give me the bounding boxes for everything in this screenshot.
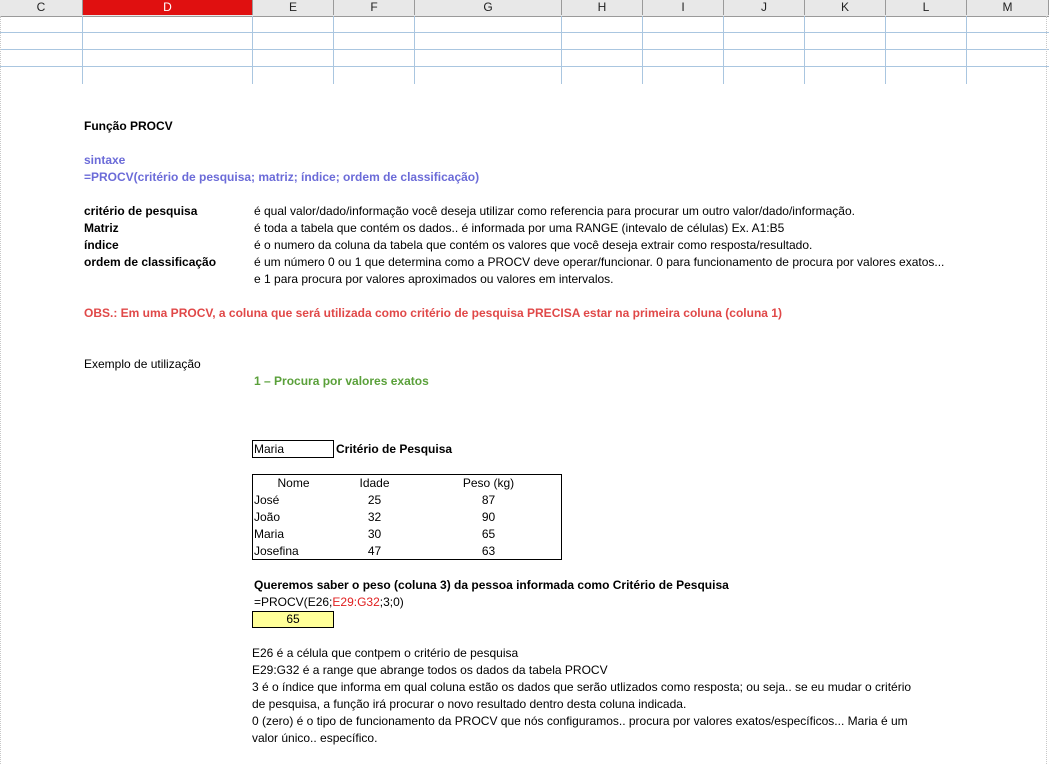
table-cell-age[interactable]: 47	[367, 544, 382, 558]
definition-desc-continued: e 1 para procura por valores aproximados ou valores em intervalos.	[254, 272, 614, 286]
definition-term: ordem de classificação	[84, 255, 217, 269]
column-header-l[interactable]: L	[886, 0, 967, 15]
table-cell-name[interactable]: Josefina	[254, 544, 299, 558]
formula-suffix: ;3;0)	[379, 595, 404, 609]
explanation-line: de pesquisa, a função irá procurar o novo resultado dentro desta coluna indicada.	[252, 697, 687, 711]
column-header-i[interactable]: I	[643, 0, 724, 15]
table-header: Idade	[359, 476, 390, 490]
example-heading: 1 – Procura por valores exatos	[254, 374, 429, 388]
example-label: Exemplo de utilização	[84, 357, 201, 371]
column-header-e[interactable]: E	[253, 0, 334, 15]
criteria-value: Maria	[254, 442, 285, 456]
formula-ref-range: E29:G32	[332, 595, 380, 609]
table-cell-name[interactable]: João	[254, 510, 281, 524]
explanation-line: E26 é a célula que contpem o critério de pesquisa	[252, 646, 519, 660]
column-header-bar	[0, 0, 1049, 17]
column-header-c[interactable]: C	[0, 0, 83, 15]
column-header-h[interactable]: H	[562, 0, 643, 15]
syntax-formula: =PROCV(critério de pesquisa; matriz; índice; ordem de classificação)	[84, 170, 480, 184]
column-header-k[interactable]: K	[805, 0, 886, 15]
table-cell-weight[interactable]: 65	[481, 527, 496, 541]
table-cell-age[interactable]: 25	[367, 493, 382, 507]
column-header-d[interactable]: D	[83, 0, 253, 15]
table-cell-weight[interactable]: 90	[481, 510, 496, 524]
table-cell-name[interactable]: José	[254, 493, 280, 507]
table-cell-name[interactable]: Maria	[254, 527, 285, 541]
definition-desc: é um número 0 ou 1 que determina como a PROCV deve operar/funcionar. 0 para funcionamento de procura por valores exatos...	[254, 255, 945, 269]
definition-desc: é o numero da coluna da tabela que contém os valores que você deseja extrair como resposta/resultado.	[254, 238, 813, 252]
definition-desc: é toda a tabela que contém os dados.. é informada por uma RANGE (intevalo de células) Ex. A1:B5	[254, 221, 785, 235]
column-header-j[interactable]: J	[724, 0, 805, 15]
syntax-label: sintaxe	[84, 153, 126, 167]
page-title: Função PROCV	[84, 119, 173, 133]
definition-desc: é qual valor/dado/informação você deseja utilizar como referencia para procurar um outro valor/dado/informação.	[254, 204, 855, 218]
column-header-f[interactable]: F	[334, 0, 415, 15]
data-table	[252, 474, 562, 560]
explanation-line: 0 (zero) é o tipo de funcionamento da PROCV que nós configuramos.. procura por valores exatos/específicos... Maria é um	[252, 714, 908, 728]
cell-grid[interactable]	[0, 16, 1049, 84]
formula-separator: ;	[329, 595, 333, 609]
result-cell[interactable]: 65	[252, 611, 334, 628]
formula-ref-criteria: E26	[307, 595, 330, 609]
definition-term: índice	[84, 238, 119, 252]
explanation-line: 3 é o índice que informa em qual coluna estão os dados que serão utlizados como resposta; ou seja.. se eu mudar o critério	[252, 680, 912, 694]
formula-text[interactable]	[254, 595, 404, 610]
obs-note: OBS.: Em uma PROCV, a coluna que será utilizada como critério de pesquisa PRECISA estar na primeira coluna (coluna 1)	[84, 306, 782, 320]
table-header: Peso (kg)	[462, 476, 515, 490]
table-header: Nome	[277, 476, 310, 490]
definition-term: Matriz	[84, 221, 119, 235]
formula-prefix: =PROCV(	[254, 595, 308, 609]
table-cell-age[interactable]: 30	[367, 527, 382, 541]
page-break-left	[0, 16, 1, 764]
column-header-m[interactable]: M	[967, 0, 1049, 15]
column-header-g[interactable]: G	[415, 0, 562, 15]
criteria-input-cell[interactable]	[252, 440, 334, 458]
table-cell-weight[interactable]: 87	[481, 493, 496, 507]
criteria-label: Critério de Pesquisa	[336, 442, 453, 456]
question-text: Queremos saber o peso (coluna 3) da pessoa informada como Critério de Pesquisa	[254, 578, 729, 592]
definition-term: critério de pesquisa	[84, 204, 198, 218]
table-cell-weight[interactable]: 63	[481, 544, 496, 558]
page-break-right	[1046, 16, 1047, 764]
explanation-line: E29:G32 é a range que abrange todos os dados da tabela PROCV	[252, 663, 608, 677]
table-cell-age[interactable]: 32	[367, 510, 382, 524]
explanation-line: valor único.. específico.	[252, 731, 378, 745]
